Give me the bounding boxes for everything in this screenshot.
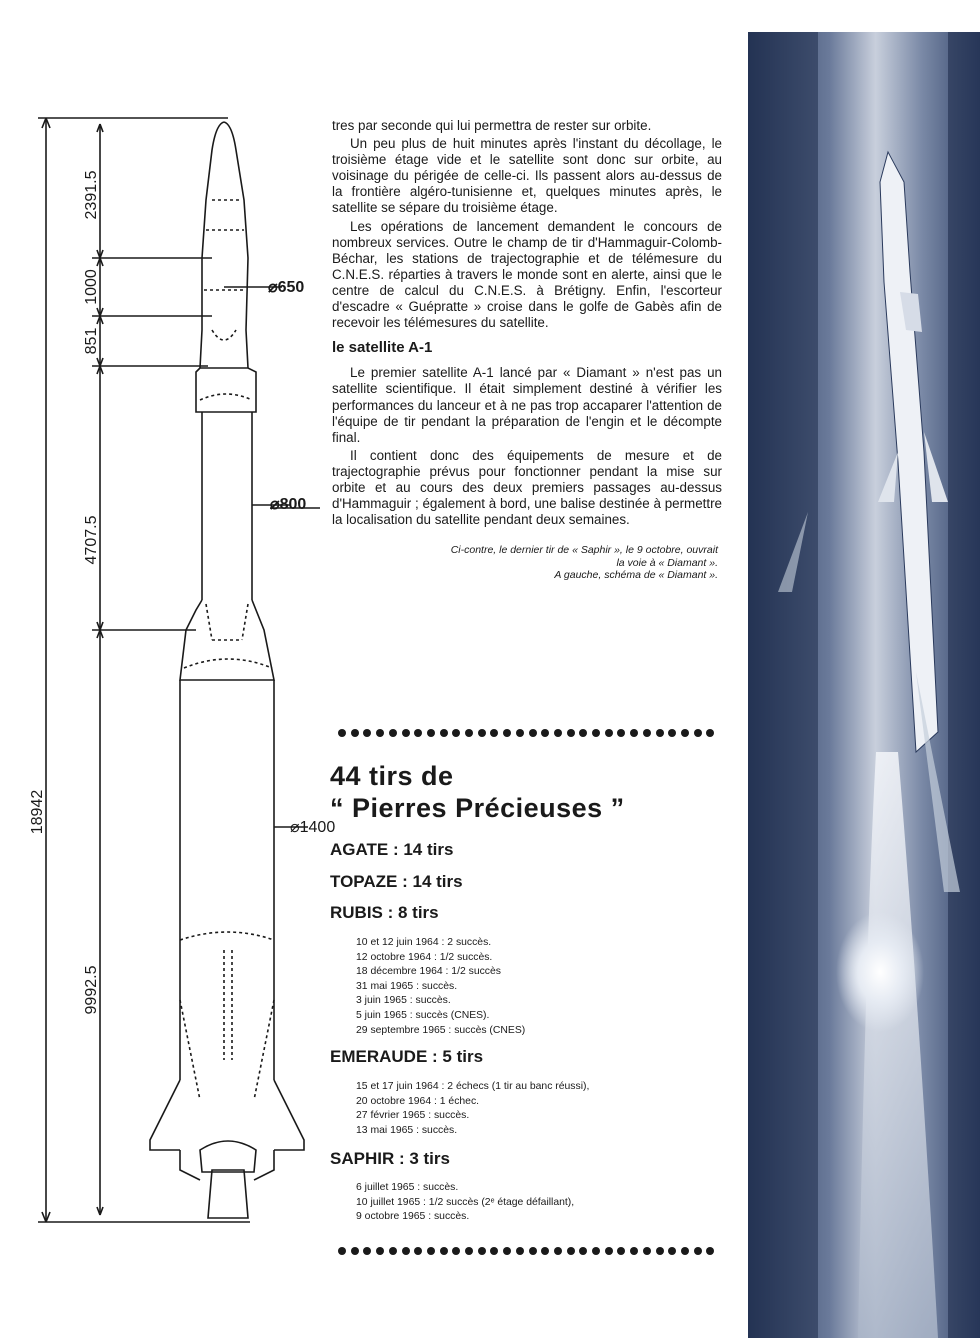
dotted-separator-bottom — [330, 1244, 720, 1258]
agate-heading: AGATE : 14 tirs — [330, 840, 454, 859]
emeraude-heading: EMERAUDE : 5 tirs — [330, 1047, 484, 1066]
separator-dot — [643, 729, 651, 737]
segment-label-3: 851 — [83, 327, 100, 355]
segment-label-1: 2391.5 — [83, 170, 100, 220]
saphir-heading: SAPHIR : 3 tirs — [330, 1149, 450, 1168]
separator-dot — [668, 1247, 676, 1255]
separator-dot — [351, 729, 359, 737]
tirs-heading-line1: 44 tirs de — [330, 761, 454, 791]
separator-dot — [452, 729, 460, 737]
separator-dot — [630, 1247, 638, 1255]
paragraph: tres par seconde qui lui permettra de rester sur orbite. — [332, 118, 652, 133]
separator-dot — [681, 1247, 689, 1255]
separator-dot — [376, 1247, 384, 1255]
separator-dot — [681, 729, 689, 737]
separator-dot — [643, 1247, 651, 1255]
separator-dot — [490, 1247, 498, 1255]
topaze-heading: TOPAZE : 14 tirs — [330, 872, 463, 891]
tirs-heading-line2: “ Pierres Précieuses ” — [330, 793, 625, 823]
separator-dot — [656, 729, 664, 737]
separator-dot — [554, 729, 562, 737]
diameter-label-650: ⌀650 — [268, 279, 305, 296]
emeraude-list: 15 et 17 juin 1964 : 2 échecs (1 tir au banc réussi), 20 octobre 1964 : 1 échec. 27 février 1965 : succès. 13 mai 1965 : succès. — [356, 1081, 590, 1136]
separator-dot — [465, 1247, 473, 1255]
saphir-list: 6 juillet 1965 : succès. 10 juillet 1965 : 1/2 succès (2ᵉ étage défaillant), 9 octobre 1965 : succès. — [356, 1182, 575, 1223]
separator-dot — [363, 1247, 371, 1255]
separator-dot — [706, 1247, 714, 1255]
separator-dot — [414, 729, 422, 737]
separator-dot — [376, 729, 384, 737]
diameter-label-800: ⌀800 — [270, 496, 307, 513]
separator-dot — [579, 729, 587, 737]
separator-dot — [694, 1247, 702, 1255]
separator-dot — [656, 1247, 664, 1255]
separator-dot — [414, 1247, 422, 1255]
separator-dot — [427, 1247, 435, 1255]
article-text — [332, 118, 722, 582]
tirs-heading — [330, 760, 730, 824]
separator-dot — [440, 1247, 448, 1255]
segment-label-4: 4707.5 — [83, 515, 100, 565]
segment-label-2: 1000 — [83, 269, 100, 305]
segment-label-5: 9992.5 — [83, 965, 100, 1015]
separator-dot — [541, 729, 549, 737]
separator-dot — [440, 729, 448, 737]
separator-dot — [529, 1247, 537, 1255]
separator-dot — [363, 729, 371, 737]
separator-dot — [529, 729, 537, 737]
paragraph: Il contient donc des équipements de mesure et de trajectographie prévus pour fonctionner pendant la mise sur orbite et au cours des deux premiers passages au-dessus d'Hammaguir ; également à bord, une balise destinée à permettre la localisation du satellite pendant deux semaines. — [332, 447, 722, 528]
separator-dot — [465, 729, 473, 737]
separator-dot — [694, 729, 702, 737]
separator-dot — [503, 729, 511, 737]
separator-dot — [452, 1247, 460, 1255]
separator-dot — [338, 729, 346, 737]
separator-dot — [351, 1247, 359, 1255]
diameter-label-1400: ⌀1400 — [290, 819, 336, 836]
separator-dot — [668, 729, 676, 737]
separator-dot — [389, 1247, 397, 1255]
separator-dot — [554, 1247, 562, 1255]
separator-dot — [478, 729, 486, 737]
separator-dot — [706, 729, 714, 737]
caption-line: la voie à « Diamant ». — [616, 556, 718, 569]
rocket-diagram — [0, 0, 336, 1338]
separator-dot — [478, 1247, 486, 1255]
separator-dot — [338, 1247, 346, 1255]
rubis-heading: RUBIS : 8 tirs — [330, 903, 439, 922]
total-length-label: 18942 — [29, 789, 46, 835]
separator-dot — [567, 729, 575, 737]
separator-dot — [427, 729, 435, 737]
separator-dot — [605, 729, 613, 737]
separator-dot — [617, 729, 625, 737]
photo-caption — [332, 544, 722, 582]
section-heading: le satellite A-1 — [332, 339, 433, 357]
separator-dot — [605, 1247, 613, 1255]
caption-line: Ci-contre, le dernier tir de « Saphir », le 9 octobre, ouvrait — [450, 544, 718, 557]
paragraph: Un peu plus de huit minutes après l'instant du décollage, le troisième étage vide et le satellite sont donc sur orbite, au voisinage du périgée de celle-ci. Ils passent alors au-dessus de la frontière algéro-tunisienne et, quelques minutes après, le satellite se sépare du troisième étage. — [332, 136, 722, 216]
launch-photo — [748, 32, 980, 1338]
separator-dot — [516, 1247, 524, 1255]
separator-dot — [617, 1247, 625, 1255]
dotted-separator-top — [330, 726, 720, 740]
separator-dot — [579, 1247, 587, 1255]
separator-dot — [402, 1247, 410, 1255]
separator-dot — [490, 729, 498, 737]
separator-dot — [516, 729, 524, 737]
separator-dot — [592, 1247, 600, 1255]
separator-dot — [503, 1247, 511, 1255]
separator-dot — [541, 1247, 549, 1255]
paragraph: Les opérations de lancement demandent le concours de nombreux services. Outre le champ de tir d'Hammaguir-Colomb-Béchar, les stations de trajectographie et de télémesure du C.N.E.S. réparties à travers le monde sont en alerte, ainsi que le centre de calcul du C.N.E.S. à Brétigny. Enfin, l'escorteur d'escadre « Guépratte » croise dans le golfe de Gabès afin de recevoir les télémesures du satellite. — [332, 218, 722, 331]
separator-dot — [389, 729, 397, 737]
paragraph: Le premier satellite A-1 lancé par « Diamant » n'est pas un satellite scientifique. Il était simplement destiné à vérifier les performances du lanceur et à ne pas trop accaparer l'attention de l'équipe de tir pendant la préparation de l'engin et le décompte final. — [332, 365, 722, 445]
separator-dot — [630, 729, 638, 737]
caption-line: A gauche, schéma de « Diamant ». — [554, 569, 718, 582]
separator-dot — [402, 729, 410, 737]
separator-dot — [592, 729, 600, 737]
separator-dot — [567, 1247, 575, 1255]
rubis-list: 10 et 12 juin 1964 : 2 succès. 12 octobre 1964 : 1/2 succès. 18 décembre 1964 : 1/2 succès 31 mai 1965 : succès. 3 juin 1965 : succès. 5 juin 1965 : succès (CNES). 29 septembre 1965 : succès (CNES) — [356, 937, 526, 1036]
